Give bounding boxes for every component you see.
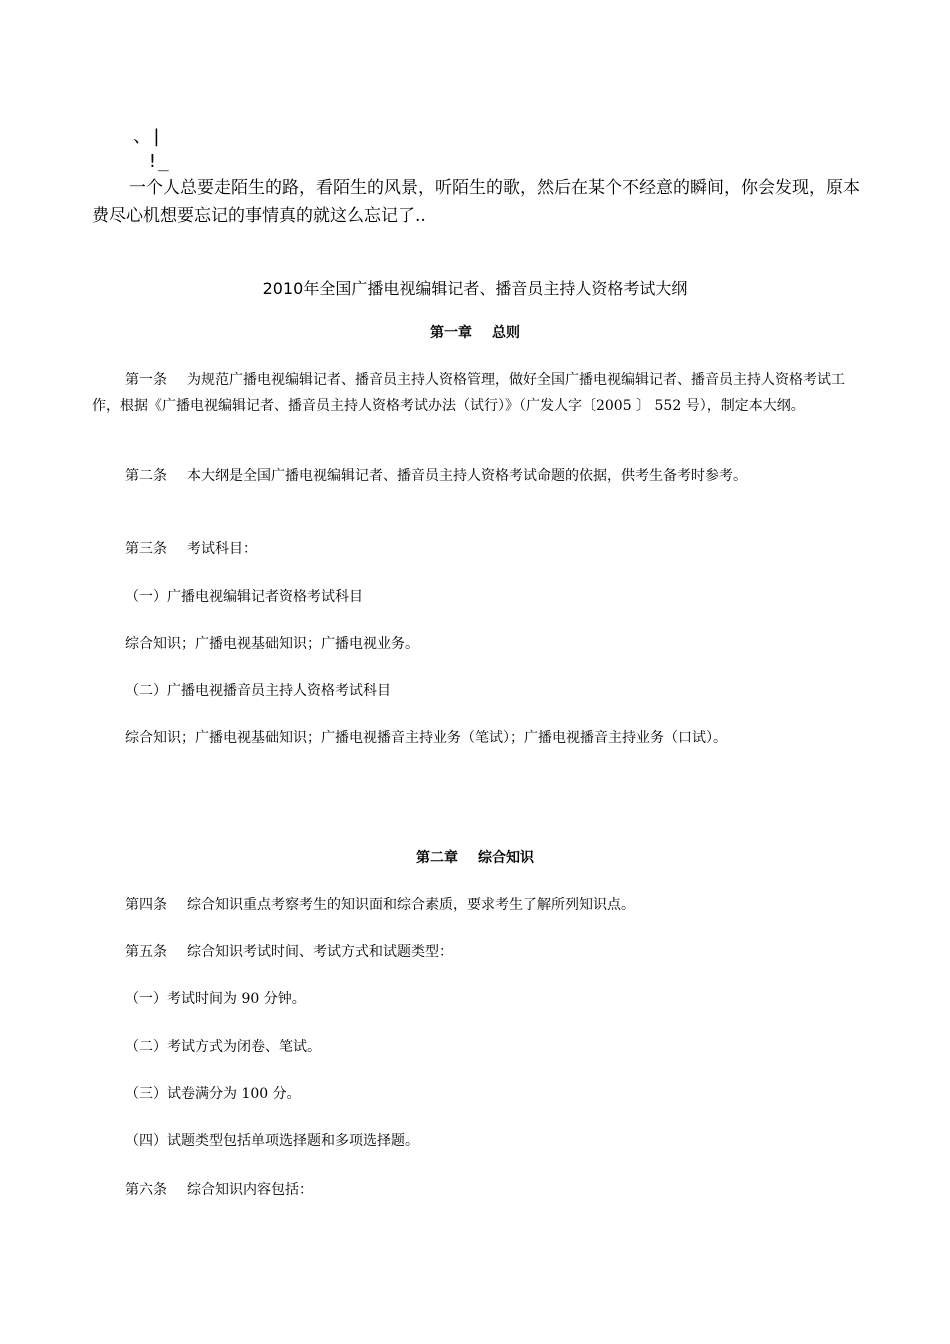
chapter-1-heading	[0, 322, 950, 342]
subject-group-2-body: 综合知识；广播电视基础知识；广播电视播音主持业务（笔试）；广播电视播音主持业务（口试）。	[125, 730, 727, 746]
stray-mark-line-1: 、|	[133, 126, 162, 147]
article-5	[125, 940, 453, 964]
chapter-2-heading	[0, 847, 950, 867]
article-6-number: 第六条	[125, 1182, 167, 1198]
article-2-text: 本大纲是全国广播电视编辑记者、播音员主持人资格考试命题的依据，供考生备考时参考。	[187, 468, 747, 484]
article-3	[125, 537, 257, 561]
subject-group-1-body: 综合知识；广播电视基础知识；广播电视业务。	[125, 636, 419, 652]
article-6-text: 综合知识内容包括：	[187, 1182, 313, 1198]
article-3-text: 考试科目：	[187, 541, 257, 557]
subject-group-1-heading: （一）广播电视编辑记者资格考试科目	[125, 589, 363, 605]
intro-paragraph	[92, 174, 867, 230]
stray-mark-line-2: !_	[147, 151, 169, 172]
chapter-2-label: 第二章	[416, 850, 458, 866]
intro-text: 一个人总要走陌生的路，看陌生的风景，听陌生的歌，然后在某个不经意的瞬间，你会发现，原本费尽心机想要忘记的事情真的就这么忘记了..	[92, 178, 860, 226]
article-1-text: 为规范广播电视编辑记者、播音员主持人资格管理，做好全国广播电视编辑记者、播音员主持人资格考试工作，根据《广播电视编辑记者、播音员主持人资格考试办法（试行）》（广发人字〔2005 〕 552 号），制定本大纲。	[92, 372, 845, 414]
article-3-number: 第三条	[125, 541, 167, 557]
chapter-2-name: 综合知识	[478, 850, 534, 866]
subject-group-2-heading: （二）广播电视播音员主持人资格考试科目	[125, 683, 391, 699]
article-4-text: 综合知识重点考察考生的知识面和综合素质，要求考生了解所列知识点。	[187, 897, 635, 913]
chapter-1-name: 总则	[492, 325, 520, 341]
article-1-number: 第一条	[125, 372, 167, 388]
article-5-number: 第五条	[125, 944, 167, 960]
list-item: （四）试题类型包括单项选择题和多项选择题。	[125, 1133, 419, 1149]
list-item: （一）考试时间为 90 分钟。	[125, 991, 306, 1007]
article-5-text: 综合知识考试时间、考试方式和试题类型：	[187, 944, 453, 960]
article-6	[125, 1178, 313, 1202]
article-4-number: 第四条	[125, 897, 167, 913]
list-item: （二）考试方式为闭卷、笔试。	[125, 1039, 321, 1055]
article-4	[125, 893, 635, 917]
chapter-1-label: 第一章	[430, 325, 472, 341]
article-2	[125, 464, 747, 488]
article-2-number: 第二条	[125, 468, 167, 484]
article-1	[92, 367, 862, 419]
document-title: 2010年全国广播电视编辑记者、播音员主持人资格考试大纲	[262, 279, 688, 298]
list-item: （三）试卷满分为 100 分。	[125, 1086, 301, 1102]
